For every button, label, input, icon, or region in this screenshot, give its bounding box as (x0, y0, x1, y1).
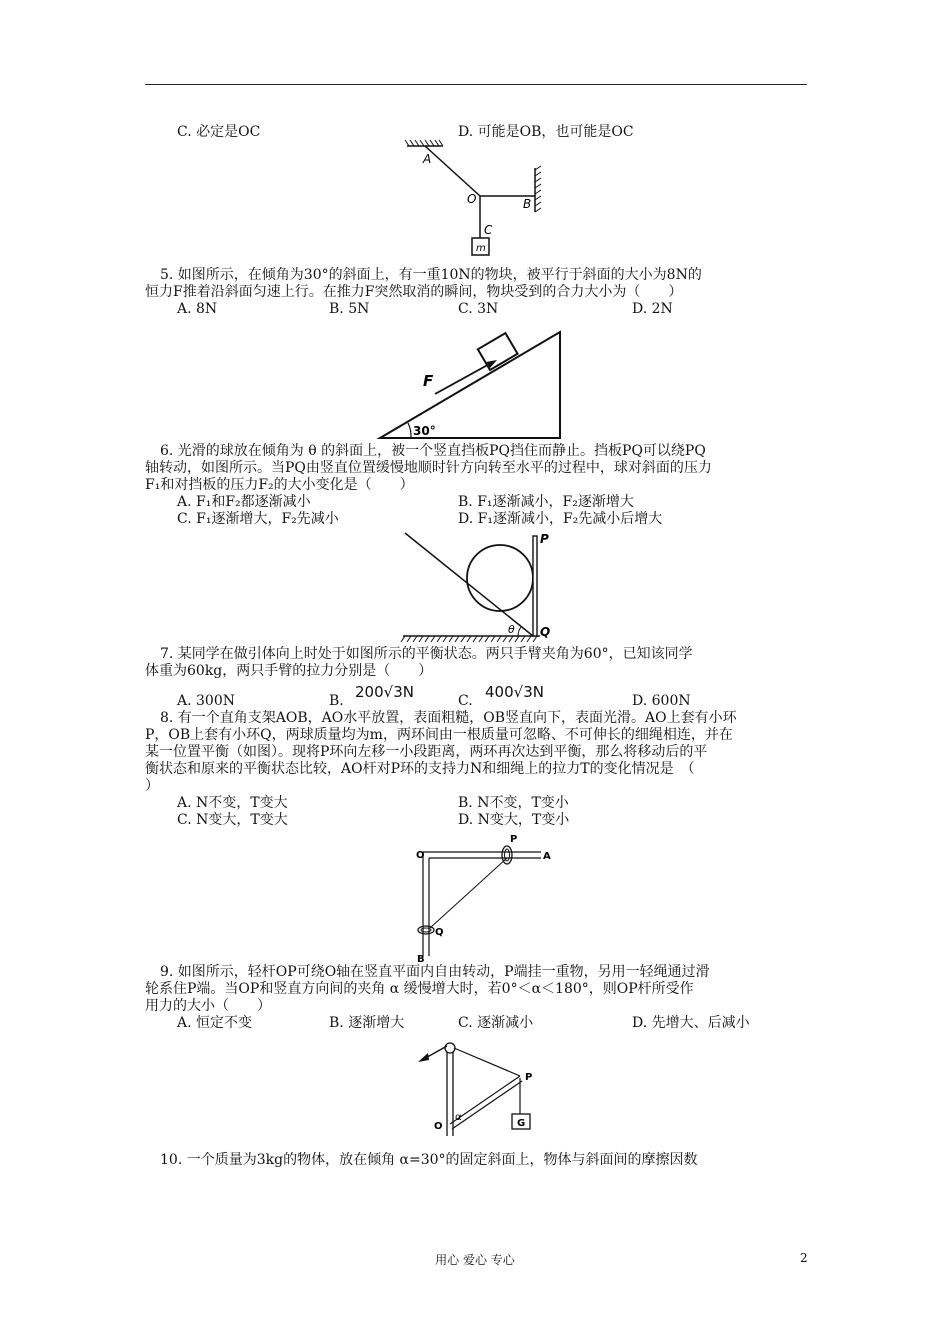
q9-option-c: C. 逐渐减小 (458, 1015, 534, 1031)
q5-option-a: A. 8N (177, 301, 218, 317)
q7-option-b: B. (329, 693, 344, 709)
label-b: B (523, 197, 532, 211)
figure-q4 (395, 138, 555, 263)
label-p: P (525, 1072, 533, 1083)
q6-line3: F₁和对挡板的压力F₂的大小变化是（ ） (145, 477, 414, 493)
label-o: O (416, 850, 425, 861)
q5-line2: 恒力F推着沿斜面匀速上行。在推力F突然取消的瞬间，物块受到的合力大小为（ ） (145, 284, 683, 300)
q5-option-b: B. 5N (329, 301, 370, 317)
label-f: F (423, 372, 434, 390)
q7-option-b-value: 200√3N (355, 683, 414, 701)
q9-option-a: A. 恒定不变 (177, 1015, 253, 1031)
q6-option-b: B. F₁逐渐减小，F₂逐渐增大 (458, 494, 634, 510)
label-a: A (423, 152, 432, 166)
figure-q5 (375, 322, 570, 442)
label-c: C (484, 223, 493, 237)
q7-option-d: D. 600N (632, 693, 691, 709)
figure-q9 (412, 1038, 552, 1138)
label-o: O (467, 192, 477, 206)
q7-option-c-value: 400√3N (485, 683, 544, 701)
q7-option-c: C. (458, 693, 473, 709)
page-number: 2 (800, 1251, 808, 1265)
q8-line1: 8. 有一个直角支架AOB，AO水平放置，表面粗糙，OB竖直向下，表面光滑。AO上套有小环 (160, 710, 737, 726)
q9-line3: 用力的大小（ ） (145, 998, 271, 1014)
q10-line1: 10. 一个质量为3kg的物体，放在倾角 α=30°的固定斜面上，物体与斜面间的摩擦因数 (160, 1152, 698, 1168)
q9-option-b: B. 逐渐增大 (329, 1015, 405, 1031)
q8-option-a: A. N不变，T变大 (177, 795, 288, 811)
q7-line2: 体重为60kg，两只手臂的拉力分别是（ ） (145, 663, 433, 679)
q8-option-b: B. N不变，T变小 (458, 795, 569, 811)
label-theta: θ (508, 623, 515, 636)
q9-option-d: D. 先增大、后减小 (632, 1015, 750, 1031)
q8-line4: 衡状态和原来的平衡状态比较，AO杆对P环的支持力N和细绳上的拉力T的变化情况是 （ (145, 761, 695, 777)
q9-line1: 9. 如图所示，轻杆OP可绕O轴在竖直平面内自由转动，P端挂一重物，另用一轻绳通过滑 (160, 964, 710, 980)
label-q: Q (435, 927, 444, 938)
label-a: A (543, 851, 551, 862)
q8-line2: P，OB上套有小环Q，两球质量均为m，两环间由一根质量可忽略、不可伸长的细绳相连，并在 (145, 727, 733, 743)
q5-option-d: D. 2N (632, 301, 673, 317)
q8-line3: 某一位置平衡（如图）。现将P环向左移一小段距离，两环再次达到平衡，那么将移动后的平 (145, 744, 708, 760)
q6-option-d: D. F₁逐渐减小，F₂先减小后增大 (458, 511, 663, 527)
header-rule (145, 84, 807, 85)
page-footer: 用心 爱心 专心 (435, 1253, 515, 1267)
label-g: G (517, 1118, 526, 1129)
q6-option-c: C. F₁逐渐增大，F₂先减小 (177, 511, 339, 527)
label-b: B (417, 954, 425, 965)
q6-line1: 6. 光滑的球放在倾角为 θ 的斜面上，被一个竖直挡板PQ挡住而静止。挡板PQ可以绕PQ (160, 443, 706, 459)
q8-option-c: C. N变大，T变大 (177, 812, 288, 828)
q6-option-a: A. F₁和F₂都逐渐减小 (177, 494, 311, 510)
q4-option-c: C. 必定是OC (177, 124, 261, 140)
figure-q8 (413, 832, 563, 964)
label-o: O (434, 1121, 443, 1132)
label-alpha: α (455, 1112, 462, 1123)
label-angle: 30° (413, 424, 436, 438)
q7-line1: 7. 某同学在做引体向上时处于如图所示的平衡状态。两只手臂夹角为60°，已知该同学 (160, 646, 693, 662)
label-p: P (510, 834, 518, 845)
q8-option-d: D. N变大，T变小 (458, 812, 570, 828)
q7-option-a: A. 300N (177, 693, 235, 709)
q4-option-d: D. 可能是OB，也可能是OC (458, 124, 634, 140)
q6-line2: 轴转动，如图所示。当PQ由竖直位置缓慢地顺时针方向转至水平的过程中，球对斜面的压力 (145, 460, 712, 476)
q9-line2: 轮系住P端。当OP和竖直方向间的夹角 α 缓慢增大时，若0°＜α＜180°，则OP杆所受作 (145, 981, 694, 997)
figure-q6 (400, 528, 570, 646)
label-m: m (476, 243, 486, 254)
q5-line1: 5. 如图所示，在倾角为30°的斜面上，有一重10N的物块，被平行于斜面的大小为8N的 (160, 267, 702, 283)
q5-option-c: C. 3N (458, 301, 499, 317)
q8-line5: ） (145, 778, 159, 794)
label-q: Q (540, 625, 551, 639)
label-p: P (540, 532, 549, 546)
